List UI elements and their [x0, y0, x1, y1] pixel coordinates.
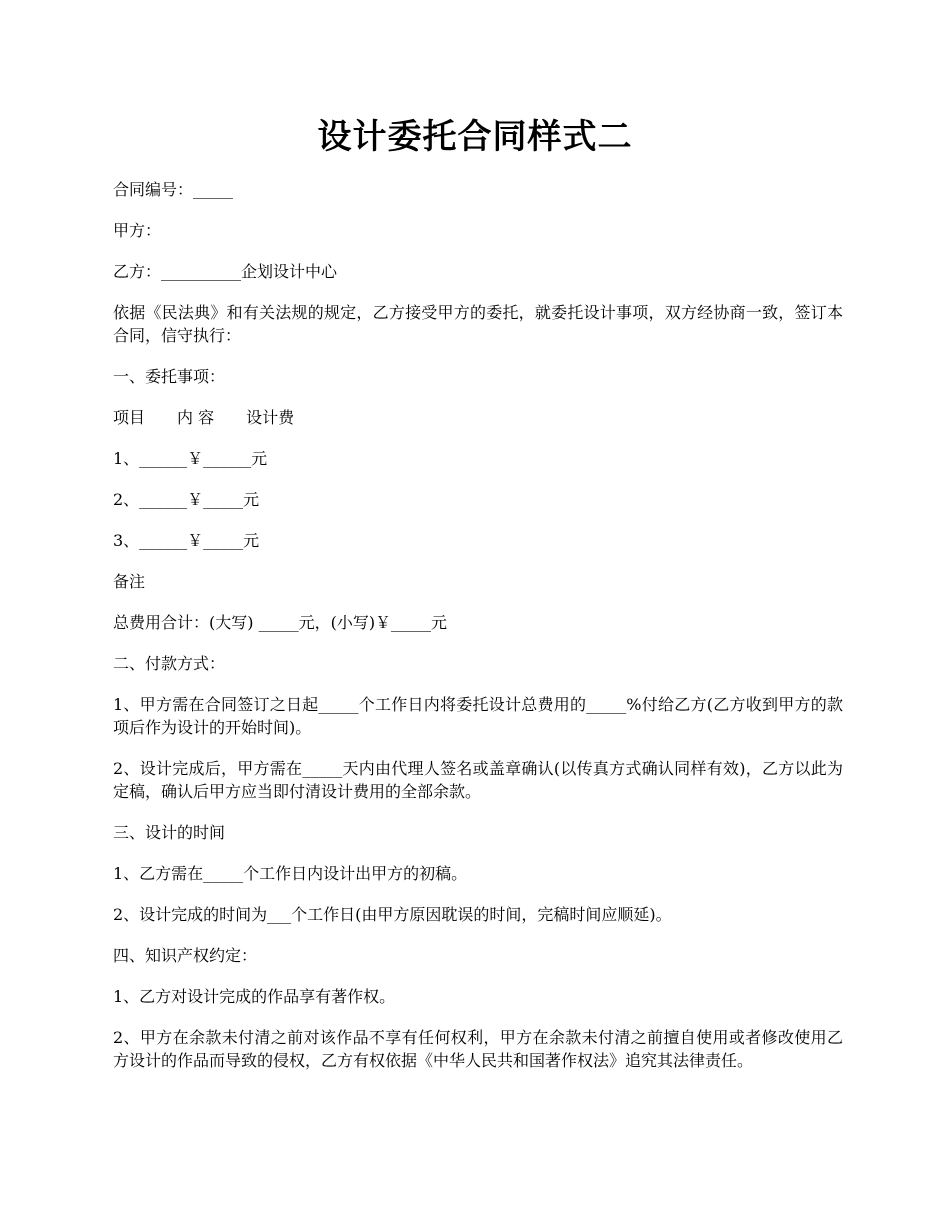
schedule-clause-2: 2、设计完成的时间为___个工作日(由甲方原因耽误的时间，完稿时间应顺延)。 — [113, 905, 672, 924]
ip-clause-2: 2、甲方在余款未付清之前对该作品不享有任何权利，甲方在余款未付清之前擅自使用或者修改使用乙方设计的作品而导致的侵权，乙方有权依据《中华人民共和国著作权法》追究其法律责任。 — [113, 1028, 843, 1070]
item-line-3: 3、______￥_____元 — [113, 531, 260, 550]
ip-clause-1: 1、乙方对设计完成的作品享有著作权。 — [113, 987, 396, 1006]
item-line-1: 1、______￥______元 — [113, 449, 268, 468]
schedule-clause-1: 1、乙方需在_____个工作日内设计出甲方的初稿。 — [113, 864, 468, 883]
party-a-line: 甲方： — [113, 221, 162, 240]
total-fee-line: 总费用合计：(大写) _____元，(小写)￥_____元 — [113, 613, 448, 632]
remarks-line: 备注 — [113, 572, 146, 591]
section-heading-schedule: 三、设计的时间 — [113, 823, 226, 842]
contract-number-line: 合同编号：_____ — [113, 180, 234, 199]
payment-clause-1: 1、甲方需在合同签订之日起_____个工作日内将委托设计总费用的_____%付给乙方(乙方收到甲方的款项后作为设计的开始时间)。 — [113, 695, 843, 737]
items-header-row: 项目 内 容 设计费 — [113, 408, 295, 427]
document-body — [113, 178, 843, 1090]
section-heading-ip: 四、知识产权约定： — [113, 946, 258, 965]
document-title: 设计委托合同样式二 — [317, 117, 633, 157]
item-line-2: 2、______￥_____元 — [113, 490, 260, 509]
party-b-line: 乙方：__________企划设计中心 — [113, 262, 338, 281]
preamble-paragraph: 依据《民法典》和有关法规的规定，乙方接受甲方的委托，就委托设计事项，双方经协商一致，签订本合同，信守执行： — [113, 303, 843, 345]
section-heading-payment: 二、付款方式： — [113, 654, 226, 673]
payment-clause-2: 2、设计完成后，甲方需在_____天内由代理人签名或盖章确认(以传真方式确认同样有效)，乙方以此为定稿，确认后甲方应当即付清设计费用的全部余款。 — [113, 759, 843, 801]
section-heading-commission: 一、委托事项： — [113, 367, 226, 386]
